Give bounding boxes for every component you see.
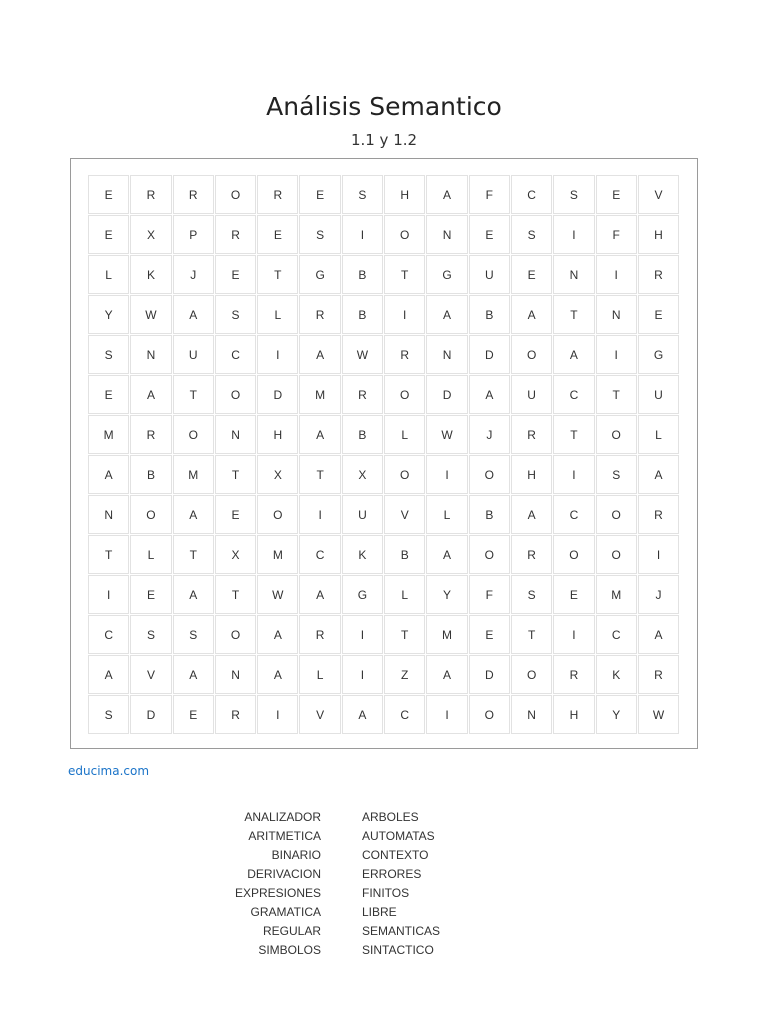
grid-cell[interactable]: R [215, 215, 256, 254]
grid-cell[interactable]: L [257, 295, 298, 334]
grid-cell[interactable]: D [426, 375, 467, 414]
grid-cell[interactable]: B [384, 535, 425, 574]
grid-cell[interactable]: X [257, 455, 298, 494]
grid-cell[interactable]: E [469, 615, 510, 654]
grid-cell[interactable]: M [257, 535, 298, 574]
grid-cell[interactable]: T [215, 575, 256, 614]
grid-cell[interactable]: N [426, 335, 467, 374]
grid-cell[interactable]: E [511, 255, 552, 294]
grid-cell[interactable]: K [596, 655, 637, 694]
grid-cell[interactable]: T [215, 455, 256, 494]
grid-cell[interactable]: I [299, 495, 340, 534]
grid-cell[interactable]: T [299, 455, 340, 494]
grid-cell[interactable]: R [511, 535, 552, 574]
grid-cell[interactable]: O [384, 455, 425, 494]
grid-cell[interactable]: M [426, 615, 467, 654]
grid-cell[interactable]: W [426, 415, 467, 454]
grid-cell[interactable]: A [257, 615, 298, 654]
grid-cell[interactable]: D [469, 655, 510, 694]
grid-cell[interactable]: D [469, 335, 510, 374]
grid-cell[interactable]: M [299, 375, 340, 414]
grid-cell[interactable]: V [299, 695, 340, 734]
grid-cell[interactable]: N [426, 215, 467, 254]
grid-cell[interactable]: R [173, 175, 214, 214]
grid-cell[interactable]: A [130, 375, 171, 414]
grid-cell[interactable]: A [257, 655, 298, 694]
grid-cell[interactable]: M [173, 455, 214, 494]
grid-cell[interactable]: X [342, 455, 383, 494]
grid-cell[interactable]: O [511, 335, 552, 374]
grid-cell[interactable]: A [299, 415, 340, 454]
grid-cell[interactable]: S [511, 215, 552, 254]
grid-cell[interactable]: F [596, 215, 637, 254]
grid-cell[interactable]: A [88, 655, 129, 694]
word-search-grid [88, 175, 680, 735]
grid-cell[interactable]: H [384, 175, 425, 214]
grid-cell[interactable]: G [638, 335, 679, 374]
grid-cell[interactable]: B [342, 415, 383, 454]
grid-cell[interactable]: I [426, 695, 467, 734]
grid-cell[interactable]: S [173, 615, 214, 654]
grid-cell[interactable]: C [553, 375, 594, 414]
grid-cell[interactable]: U [469, 255, 510, 294]
grid-cell[interactable]: S [215, 295, 256, 334]
grid-cell[interactable]: O [596, 495, 637, 534]
grid-cell[interactable]: W [130, 295, 171, 334]
grid-cell[interactable]: D [130, 695, 171, 734]
grid-cell[interactable]: I [596, 335, 637, 374]
grid-cell[interactable]: R [638, 495, 679, 534]
word-list-item: SIMBOLOS [258, 943, 321, 957]
grid-cell[interactable]: O [469, 535, 510, 574]
grid-cell[interactable]: A [173, 655, 214, 694]
word-list-item: ARITMETICA [248, 829, 321, 843]
grid-cell[interactable]: E [469, 215, 510, 254]
grid-cell[interactable]: T [553, 295, 594, 334]
grid-cell[interactable]: I [257, 335, 298, 374]
word-list-item: REGULAR [262, 924, 321, 938]
grid-cell[interactable]: N [88, 495, 129, 534]
grid-cell[interactable]: R [511, 415, 552, 454]
page-subtitle: 1.1 y 1.2 [350, 131, 418, 149]
grid-cell[interactable]: O [511, 655, 552, 694]
grid-cell[interactable]: D [257, 375, 298, 414]
grid-cell[interactable]: B [469, 495, 510, 534]
grid-cell[interactable]: S [342, 175, 383, 214]
word-list-item: SEMANTICAS [362, 924, 441, 938]
grid-cell[interactable]: K [342, 535, 383, 574]
grid-cell[interactable]: V [384, 495, 425, 534]
word-list-item: AUTOMATAS [362, 829, 435, 843]
grid-cell[interactable]: E [257, 215, 298, 254]
grid-cell[interactable]: T [553, 415, 594, 454]
grid-cell[interactable]: B [469, 295, 510, 334]
word-list-item: SINTACTICO [362, 943, 434, 957]
grid-cell[interactable]: W [342, 335, 383, 374]
grid-cell[interactable]: V [130, 655, 171, 694]
grid-cell[interactable]: A [638, 455, 679, 494]
grid-cell[interactable]: H [553, 695, 594, 734]
grid-cell[interactable]: A [299, 575, 340, 614]
word-list-right [362, 808, 502, 960]
grid-cell[interactable]: A [299, 335, 340, 374]
grid-cell[interactable]: C [215, 335, 256, 374]
grid-cell[interactable]: I [342, 615, 383, 654]
grid-cell[interactable]: R [638, 255, 679, 294]
grid-cell[interactable]: T [257, 255, 298, 294]
grid-cell[interactable]: O [384, 215, 425, 254]
grid-cell[interactable]: U [173, 335, 214, 374]
grid-cell[interactable]: J [173, 255, 214, 294]
word-list-item: ANALIZADOR [244, 810, 321, 824]
grid-cell[interactable]: E [173, 695, 214, 734]
grid-cell[interactable]: O [469, 695, 510, 734]
grid-cell[interactable]: L [426, 495, 467, 534]
grid-cell[interactable]: G [299, 255, 340, 294]
grid-cell[interactable]: A [469, 375, 510, 414]
grid-cell[interactable]: I [596, 255, 637, 294]
grid-cell[interactable]: B [342, 255, 383, 294]
grid-cell[interactable]: T [384, 615, 425, 654]
grid-cell[interactable]: U [511, 375, 552, 414]
grid-cell[interactable]: I [257, 695, 298, 734]
grid-cell[interactable]: T [511, 615, 552, 654]
grid-cell[interactable]: U [638, 375, 679, 414]
grid-cell[interactable]: J [469, 415, 510, 454]
grid-cell[interactable]: I [553, 615, 594, 654]
grid-cell[interactable]: E [88, 175, 129, 214]
grid-cell[interactable]: R [553, 655, 594, 694]
grid-cell[interactable]: X [130, 215, 171, 254]
grid-cell[interactable]: G [342, 575, 383, 614]
grid-cell[interactable]: L [384, 415, 425, 454]
grid-cell[interactable]: A [553, 335, 594, 374]
grid-cell[interactable]: O [215, 175, 256, 214]
grid-cell[interactable]: L [130, 535, 171, 574]
grid-cell[interactable]: I [342, 215, 383, 254]
grid-cell[interactable]: R [342, 375, 383, 414]
grid-cell[interactable]: N [596, 295, 637, 334]
grid-cell[interactable]: T [173, 535, 214, 574]
grid-cell[interactable]: B [342, 295, 383, 334]
grid-cell[interactable]: O [130, 495, 171, 534]
grid-cell[interactable]: T [88, 535, 129, 574]
grid-cell[interactable]: F [469, 575, 510, 614]
grid-cell[interactable]: O [553, 535, 594, 574]
word-list-item: FINITOS [362, 886, 410, 900]
word-list-item: GRAMATICA [250, 905, 321, 919]
grid-cell[interactable]: R [299, 295, 340, 334]
grid-cell[interactable]: I [384, 295, 425, 334]
grid-cell[interactable]: O [596, 535, 637, 574]
grid-cell[interactable]: S [596, 455, 637, 494]
grid-cell[interactable]: I [88, 575, 129, 614]
grid-cell[interactable]: L [88, 255, 129, 294]
grid-cell[interactable]: O [469, 455, 510, 494]
grid-cell[interactable]: N [215, 415, 256, 454]
grid-cell[interactable]: A [173, 295, 214, 334]
grid-cell[interactable]: Z [384, 655, 425, 694]
grid-cell[interactable]: R [299, 615, 340, 654]
grid-cell[interactable]: A [342, 695, 383, 734]
grid-cell[interactable]: V [638, 175, 679, 214]
word-list-item: ARBOLES [362, 810, 419, 824]
grid-cell[interactable]: T [596, 375, 637, 414]
grid-cell[interactable]: E [299, 175, 340, 214]
grid-cell[interactable]: A [88, 455, 129, 494]
grid-cell[interactable]: A [173, 495, 214, 534]
word-list-item: EXPRESIONES [234, 886, 321, 900]
grid-cell[interactable]: H [638, 215, 679, 254]
grid-cell[interactable]: S [553, 175, 594, 214]
grid-cell[interactable]: T [384, 255, 425, 294]
grid-cell[interactable]: R [257, 175, 298, 214]
grid-cell[interactable]: A [426, 175, 467, 214]
grid-cell[interactable]: O [215, 375, 256, 414]
grid-cell[interactable]: I [638, 535, 679, 574]
grid-cell[interactable]: I [342, 655, 383, 694]
grid-cell[interactable]: Y [426, 575, 467, 614]
word-list-item: LIBRE [362, 905, 397, 919]
grid-cell[interactable]: M [596, 575, 637, 614]
grid-cell[interactable]: I [426, 455, 467, 494]
grid-cell[interactable]: R [638, 655, 679, 694]
word-list-item: ERRORES [362, 867, 422, 881]
word-list-item: CONTEXTO [362, 848, 429, 862]
grid-cell[interactable]: J [638, 575, 679, 614]
grid-cell[interactable]: C [511, 175, 552, 214]
grid-cell[interactable]: S [299, 215, 340, 254]
grid-cell[interactable]: C [88, 615, 129, 654]
grid-cell[interactable]: I [553, 455, 594, 494]
grid-cell[interactable]: R [130, 175, 171, 214]
grid-cell[interactable]: E [215, 255, 256, 294]
grid-cell[interactable]: E [130, 575, 171, 614]
grid-cell[interactable]: S [88, 335, 129, 374]
page-title: Análisis Semantico [266, 92, 502, 121]
grid-cell[interactable]: Y [596, 695, 637, 734]
grid-cell[interactable]: N [215, 655, 256, 694]
grid-cell[interactable]: C [553, 495, 594, 534]
grid-cell[interactable]: E [553, 575, 594, 614]
grid-cell[interactable]: O [257, 495, 298, 534]
grid-cell[interactable]: H [511, 455, 552, 494]
grid-cell[interactable]: O [384, 375, 425, 414]
grid-cell[interactable]: E [215, 495, 256, 534]
grid-cell[interactable]: A [426, 295, 467, 334]
grid-cell[interactable]: R [215, 695, 256, 734]
grid-cell[interactable]: N [553, 255, 594, 294]
grid-cell[interactable]: E [88, 215, 129, 254]
grid-cell[interactable]: H [257, 415, 298, 454]
grid-cell[interactable]: A [426, 535, 467, 574]
grid-cell[interactable]: X [215, 535, 256, 574]
grid-cell[interactable]: P [173, 215, 214, 254]
grid-cell[interactable]: W [257, 575, 298, 614]
grid-cell[interactable]: I [553, 215, 594, 254]
grid-cell[interactable]: O [596, 415, 637, 454]
grid-cell[interactable]: C [596, 615, 637, 654]
grid-cell[interactable]: Y [88, 295, 129, 334]
grid-cell[interactable]: C [384, 695, 425, 734]
word-list-left [200, 808, 321, 960]
grid-cell[interactable]: A [426, 655, 467, 694]
grid-cell[interactable]: E [88, 375, 129, 414]
grid-cell[interactable]: W [638, 695, 679, 734]
grid-cell[interactable]: S [88, 695, 129, 734]
word-list-item: DERIVACION [247, 867, 321, 881]
grid-cell[interactable]: K [130, 255, 171, 294]
grid-cell[interactable]: N [511, 695, 552, 734]
grid-cell[interactable]: N [130, 335, 171, 374]
grid-cell[interactable]: B [130, 455, 171, 494]
grid-cell[interactable]: E [638, 295, 679, 334]
grid-cell[interactable]: U [342, 495, 383, 534]
grid-cell[interactable]: L [638, 415, 679, 454]
grid-cell[interactable]: A [173, 575, 214, 614]
grid-cell[interactable]: S [511, 575, 552, 614]
grid-cell[interactable]: T [173, 375, 214, 414]
grid-cell[interactable]: O [173, 415, 214, 454]
grid-cell[interactable]: A [511, 495, 552, 534]
grid-cell[interactable]: E [596, 175, 637, 214]
grid-cell[interactable]: O [215, 615, 256, 654]
word-list-item: BINARIO [271, 848, 321, 862]
grid-cell[interactable]: R [384, 335, 425, 374]
grid-cell[interactable]: S [130, 615, 171, 654]
grid-cell[interactable]: M [88, 415, 129, 454]
grid-cell[interactable]: A [511, 295, 552, 334]
grid-cell[interactable]: G [426, 255, 467, 294]
grid-cell[interactable]: F [469, 175, 510, 214]
grid-cell[interactable]: C [299, 535, 340, 574]
credit-link[interactable]: educima.com [68, 764, 150, 778]
grid-cell[interactable]: R [130, 415, 171, 454]
grid-cell[interactable]: L [384, 575, 425, 614]
grid-cell[interactable]: A [638, 615, 679, 654]
grid-cell[interactable]: L [299, 655, 340, 694]
